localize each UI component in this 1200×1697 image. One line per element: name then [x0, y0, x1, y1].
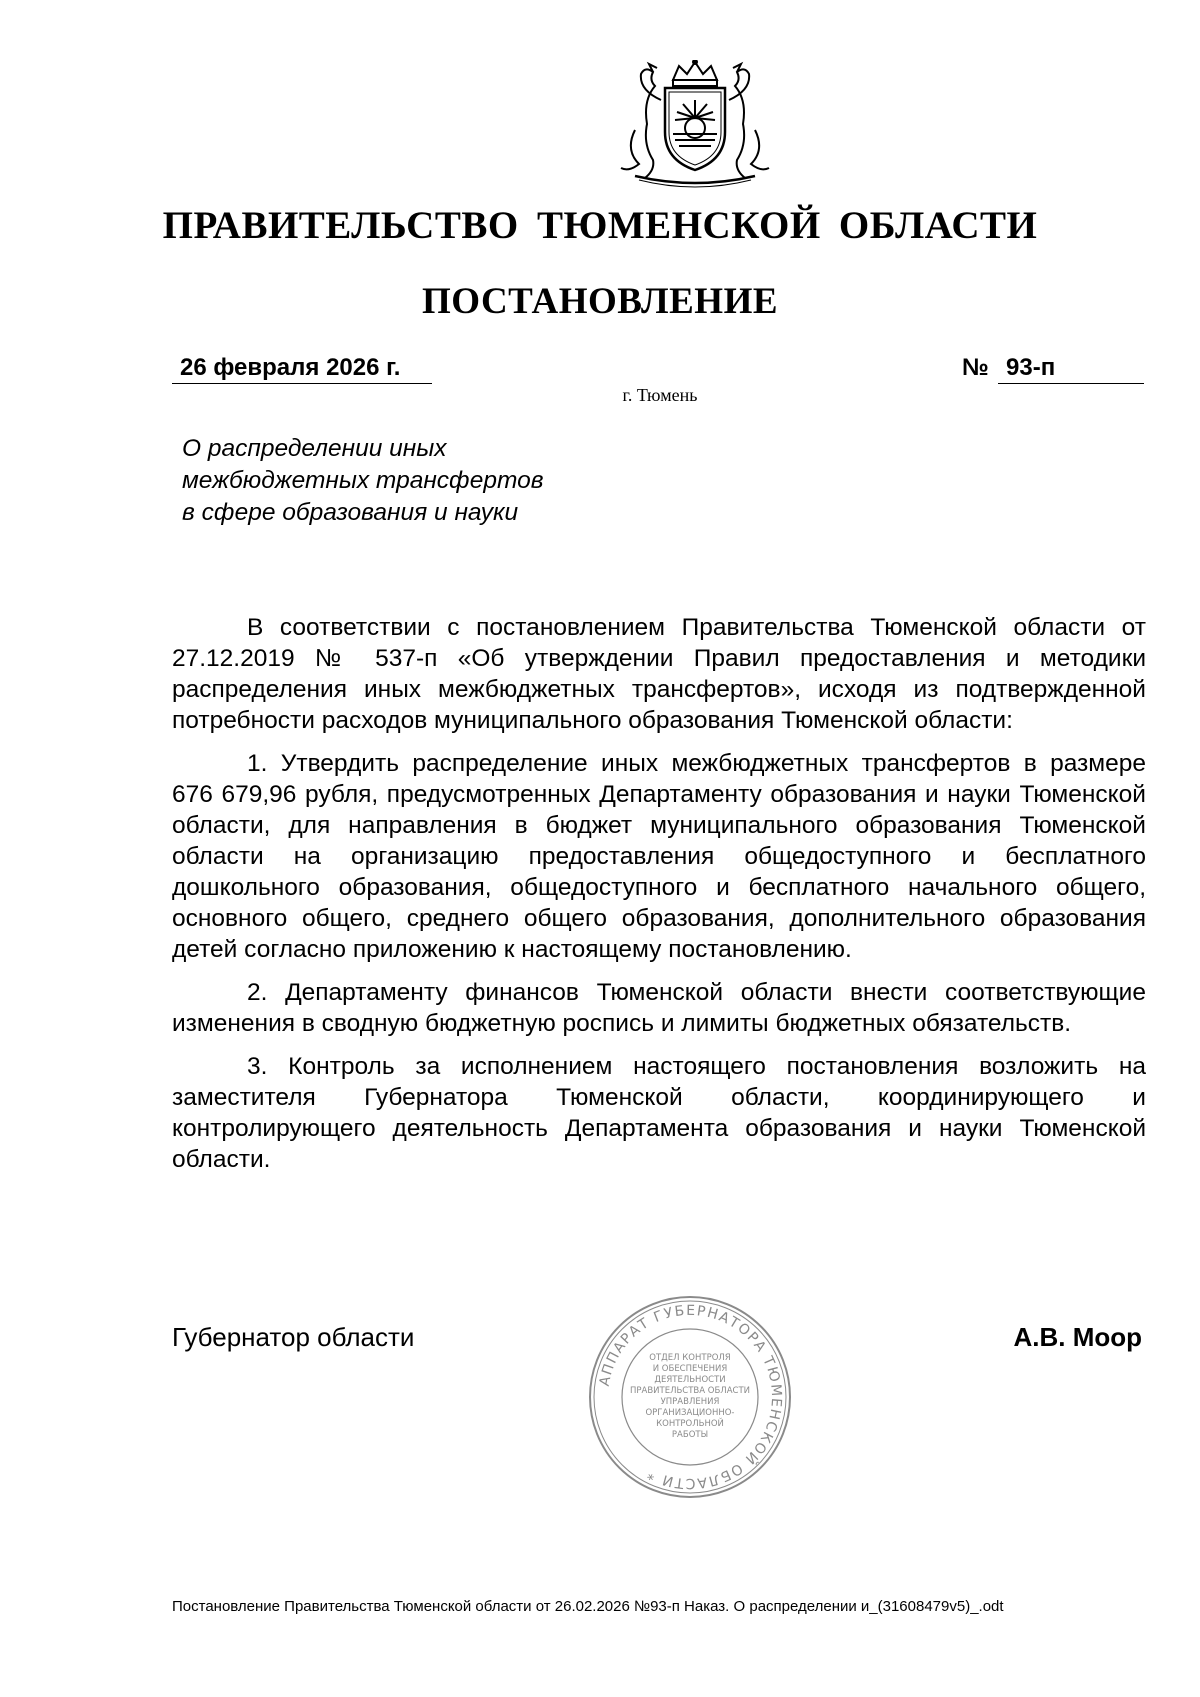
- svg-text:И ОБЕСПЕЧЕНИЯ: И ОБЕСПЕЧЕНИЯ: [652, 1364, 728, 1374]
- coat-of-arms-icon: [595, 60, 795, 190]
- svg-text:АППАРАТ ГУБЕРНАТОРА ТЮМЕНСКОЙ: АППАРАТ ГУБЕРНАТОРА ТЮМЕНСКОЙ ОБЛАСТИ *: [596, 1302, 785, 1492]
- subject-line: в сфере образования и науки: [182, 499, 519, 526]
- svg-text:ПРАВИТЕЛЬСТВА ОБЛАСТИ: ПРАВИТЕЛЬСТВА ОБЛАСТИ: [630, 1386, 750, 1396]
- document-type-title: ПОСТАНОВЛЕНИЕ: [421, 281, 779, 322]
- document-subject: [182, 433, 702, 529]
- document-body: [172, 612, 1146, 1187]
- svg-text:ОТДЕЛ КОНТРОЛЯ: ОТДЕЛ КОНТРОЛЯ: [649, 1353, 731, 1363]
- body-paragraph-2: 2. Департаменту финансов Тюменской области внести соответствующие изменения в сводную бюджетную роспись и лимиты бюджетных обязательств.: [172, 979, 1146, 1037]
- subject-line: О распределении иных: [182, 435, 447, 462]
- signatory-position: Губернатор области: [172, 1322, 415, 1352]
- body-paragraph-1: 1. Утвердить распределение иных межбюджетных трансфертов в размере 676 679,96 рубля, предусмотренных Департаменту образования и науки Тюменской области, для направления в бюджет муниципального образования Тюменской области на организацию предоставления общедоступного и бесплатного дошкольного образования, общедоступного и бесплатного начального общего, основного общего, среднего общего образования, дополнительного образования детей согласно приложению к настоящему постановлению.: [172, 750, 1146, 963]
- organization-title: ПРАВИТЕЛЬСТВО ТЮМЕНСКОЙ ОБЛАСТИ: [162, 204, 1038, 247]
- document-city: г. Тюмень: [622, 385, 698, 405]
- body-paragraph-3: 3. Контроль за исполнением настоящего постановления возложить на заместителя Губернатора Тюменской области, координирующего и контролирующего деятельность Департамента образования и науки Тюменской области.: [172, 1053, 1146, 1173]
- svg-text:ОРГАНИЗАЦИОННО-: ОРГАНИЗАЦИОННО-: [645, 1408, 735, 1418]
- document-date: 26 февраля 2026 г.: [172, 352, 432, 384]
- svg-text:ДЕЯТЕЛЬНОСТИ: ДЕЯТЕЛЬНОСТИ: [654, 1375, 726, 1385]
- document-number-field: [962, 352, 1144, 384]
- document-footer: Постановление Правительства Тюменской области от 26.02.2026 №93-п Наказ. О распределении и_(31608479v5)_.odt: [172, 1598, 1004, 1615]
- document-number: 93-п: [998, 352, 1144, 384]
- number-sign: №: [962, 354, 989, 381]
- svg-text:РАБОТЫ: РАБОТЫ: [671, 1430, 709, 1440]
- svg-text:КОНТРОЛЬНОЙ: КОНТРОЛЬНОЙ: [656, 1419, 724, 1429]
- official-seal-stamp: [585, 1292, 795, 1502]
- signatory-name: А.В. Моор: [1013, 1322, 1142, 1352]
- subject-line: межбюджетных трансфертов: [182, 467, 544, 494]
- body-paragraph-preamble: В соответствии с постановлением Правительства Тюменской области от 27.12.2019 № 537-п «Об утверждении Правил предоставления и методики распределения иных межбюджетных трансфертов», исходя из подтвержденной потребности расходов муниципального образования Тюменской области:: [172, 614, 1146, 734]
- svg-text:УПРАВЛЕНИЯ: УПРАВЛЕНИЯ: [660, 1397, 720, 1407]
